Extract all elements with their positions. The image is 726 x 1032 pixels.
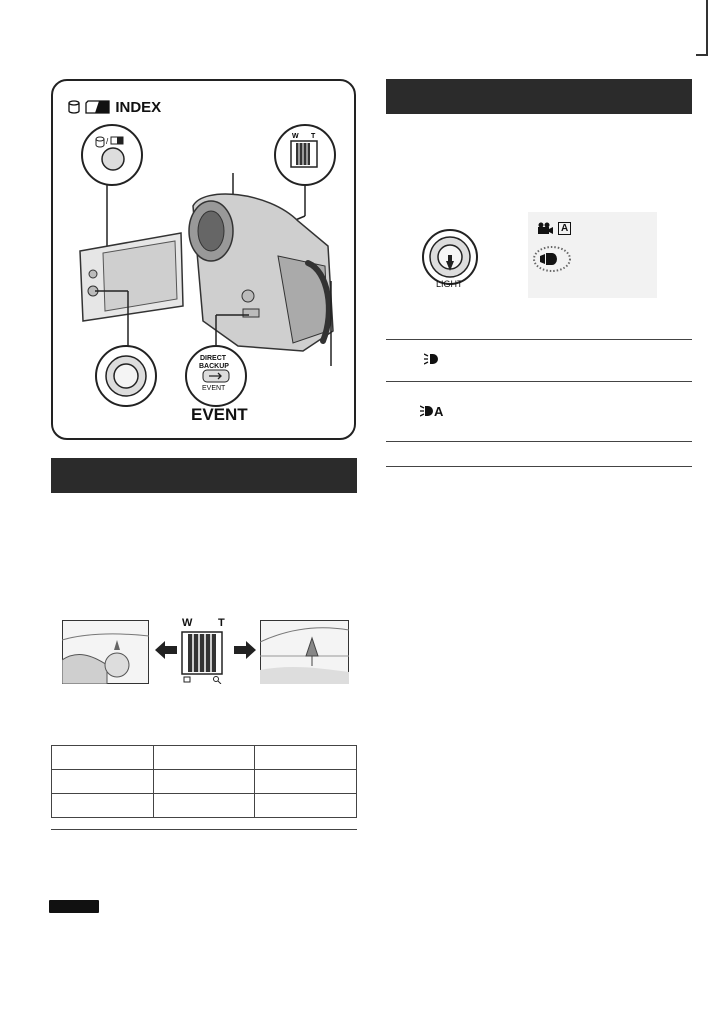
lcd-screen-mockup xyxy=(528,212,657,298)
auto-mode-badge: A xyxy=(558,222,571,235)
backup-label-line2: BACKUP xyxy=(199,363,229,370)
table-row xyxy=(52,770,357,794)
right-arrow-icon xyxy=(234,640,256,660)
backup-label-line3: EVENT xyxy=(202,385,226,392)
table-cell xyxy=(52,746,154,770)
table-cell xyxy=(255,770,357,794)
table-cell xyxy=(255,794,357,818)
light-table-bottom-rule xyxy=(386,466,692,467)
table-row xyxy=(52,746,357,770)
light-auto-glyph-icon xyxy=(420,404,434,418)
table-cell xyxy=(52,770,154,794)
callout-w-letter: W xyxy=(292,133,299,140)
light-table-lower-rule xyxy=(386,441,692,442)
light-label: LIGHT xyxy=(436,279,463,289)
light-on-indicator-icon xyxy=(532,244,576,274)
table-cell xyxy=(153,794,255,818)
lcd-panel xyxy=(80,233,183,321)
index-label: INDEX xyxy=(115,99,162,116)
zoom-section-header xyxy=(51,458,357,493)
svg-text:/: / xyxy=(106,137,109,146)
zoom-figure xyxy=(62,617,349,684)
light-control-icon xyxy=(420,227,480,287)
light-auto-icon xyxy=(420,404,443,419)
event-label: EVENT xyxy=(191,405,248,424)
table-cell xyxy=(52,794,154,818)
table-cell xyxy=(153,770,255,794)
light-auto-suffix: A xyxy=(434,404,444,419)
table-cell xyxy=(255,746,357,770)
corner-mark-tick xyxy=(696,54,708,56)
video-camera-icon xyxy=(536,222,554,235)
camcorder-body xyxy=(189,194,333,351)
corner-mark xyxy=(706,0,708,56)
zoom-table xyxy=(51,745,357,818)
light-table-top-rule xyxy=(386,339,692,340)
wide-view-image xyxy=(62,620,149,684)
light-section-header xyxy=(386,79,692,114)
set-lever-callout xyxy=(96,346,156,406)
light-on-icon xyxy=(424,352,440,366)
note-badge xyxy=(49,900,99,913)
tele-view-image xyxy=(260,620,349,684)
backup-label-line1: DIRECT xyxy=(200,355,227,362)
divider-left xyxy=(51,829,357,830)
zoom-lever-callout xyxy=(275,125,335,221)
left-arrow-icon xyxy=(155,640,177,660)
table-row xyxy=(52,794,357,818)
table-cell xyxy=(153,746,255,770)
zoom-lever-figure xyxy=(180,617,232,684)
camcorder-diagram-box xyxy=(51,79,356,440)
zoom-w-letter: W xyxy=(182,617,193,629)
callout-t-letter: T xyxy=(311,133,316,140)
zoom-t-letter: T xyxy=(218,617,225,629)
light-table-mid-rule xyxy=(386,381,692,382)
